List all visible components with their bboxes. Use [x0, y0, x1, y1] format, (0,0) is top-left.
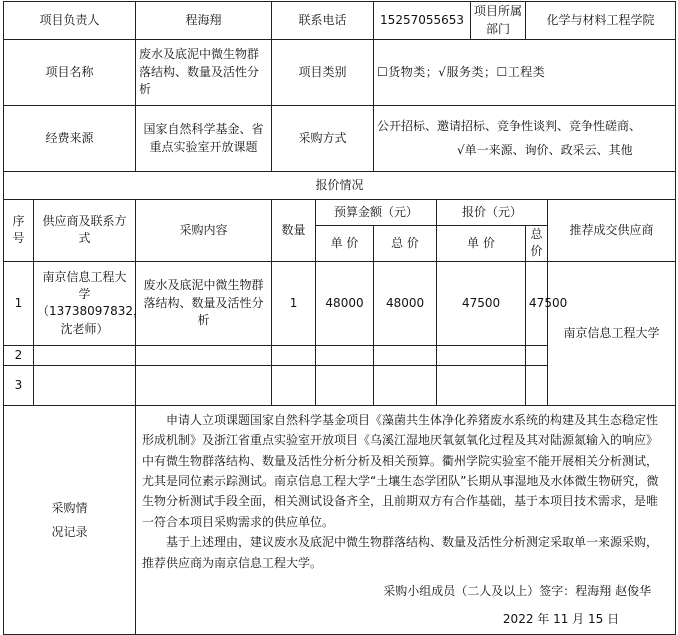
phone-label: 联系电话	[272, 2, 374, 40]
price-total-header: 总 价	[526, 226, 548, 262]
row-content: 废水及底泥中微生物群落结构、数量及活性分析	[136, 261, 272, 345]
procurement-method-options	[374, 106, 676, 172]
record-body	[136, 405, 676, 634]
project-row	[4, 40, 676, 106]
procurement-method-label: 采购方式	[272, 106, 374, 172]
header-row	[4, 2, 676, 40]
procurement-form	[3, 1, 675, 631]
price-unit-header: 单 价	[437, 226, 526, 262]
method-line-2: √单一来源、询价、政采云、其他	[457, 142, 633, 157]
leader-label: 项目负责人	[4, 2, 136, 40]
method-line-1: 公开招标、邀请招标、竞争性谈判、竞争性磋商、	[377, 119, 642, 134]
supplier-header: 供应商及联系方式	[34, 200, 136, 262]
table-row	[4, 261, 676, 345]
row-price-unit-empty	[437, 345, 526, 365]
row-budget-total-empty	[374, 365, 437, 405]
record-paragraph-2: 基于上述理由，建议废水及底泥中微生物群落结构、数量及活性分析测定采取单一来源采购，推荐供应商为南京信息工程大学。	[142, 535, 659, 570]
dept-value: 化学与材料工程学院	[526, 2, 676, 40]
row-content-empty	[136, 365, 272, 405]
record-label: 采购情况记录	[51, 500, 88, 539]
record-row	[4, 405, 676, 634]
type-goods-option: ☐货物类；	[377, 64, 439, 79]
funding-source-value: 国家自然科学基金、省重点实验室开放课题	[136, 106, 272, 172]
type-engineering-option: ☐工程类	[496, 64, 546, 79]
quote-header-row	[4, 200, 676, 226]
seq-header: 序号	[4, 200, 34, 262]
project-name-value: 废水及底泥中微生物群落结构、数量及活性分析	[136, 40, 272, 106]
row-price-unit: 47500	[437, 261, 526, 345]
budget-total-header: 总 价	[374, 226, 437, 262]
row-supplier: 南京信息工程大学（13738097832，沈老师）	[34, 261, 136, 345]
row-seq: 2	[4, 345, 34, 365]
row-seq: 1	[4, 261, 34, 345]
budget-header: 预算金额（元）	[316, 200, 437, 226]
leader-value: 程海翔	[136, 2, 272, 40]
row-price-total: 47500	[526, 261, 548, 345]
row-qty-empty	[272, 365, 316, 405]
funding-source-label: 经费来源	[4, 106, 136, 172]
record-signature: 采购小组成员（二人及以上）签字：程海翔 赵俊华	[383, 583, 652, 598]
row-seq: 3	[4, 365, 34, 405]
funding-row	[4, 106, 676, 172]
row-price-unit-empty	[437, 365, 526, 405]
row-price-total-empty	[526, 345, 548, 365]
content-header: 采购内容	[136, 200, 272, 262]
quote-section-title: 报价情况	[4, 172, 676, 200]
row-budget-unit-empty	[316, 345, 374, 365]
price-header: 报价（元）	[437, 200, 548, 226]
row-budget-total: 48000	[374, 261, 437, 345]
qty-header: 数量	[272, 200, 316, 262]
row-qty: 1	[272, 261, 316, 345]
row-supplier-empty	[34, 345, 136, 365]
row-supplier-empty	[34, 365, 136, 405]
project-name-label: 项目名称	[4, 40, 136, 106]
row-qty-empty	[272, 345, 316, 365]
project-type-options	[374, 40, 676, 106]
form-table	[3, 1, 676, 635]
phone-value: 15257055653	[374, 2, 471, 40]
record-label-cell	[4, 405, 136, 634]
quote-section-row	[4, 172, 676, 200]
project-type-label: 项目类别	[272, 40, 374, 106]
record-paragraph-1: 申请人立项课题国家自然科学基金项目《藻菌共生体净化养猪废水系统的构建及其生态稳定性形成机制》及浙江省重点实验室开放项目《乌溪江湿地厌氧氨氧化过程及其对陆源氮输入的响应》中有微生物群落结构、数量及活性分析分析及相关预算。衢州学院实验室不能开展相关分析测试，尤其是同位素示踪测试。南京信息工程大学“土壤生态学团队”长期从事湿地及水体微生物研究，微生物分析测试手段全面，相关测试设备齐全，且前期双方有合作基础，基于本项目技术需求，是唯一符合本项目采购需求的供应单位。	[142, 412, 659, 529]
row-budget-total-empty	[374, 345, 437, 365]
recommend-header: 推荐成交供应商	[548, 200, 676, 262]
dept-label: 项目所属部门	[471, 2, 526, 40]
row-budget-unit: 48000	[316, 261, 374, 345]
record-date: 2022 年 11 月 15 日	[502, 612, 620, 627]
budget-unit-header: 单 价	[316, 226, 374, 262]
type-service-option: √服务类；	[438, 64, 497, 79]
row-content-empty	[136, 345, 272, 365]
row-price-total-empty	[526, 365, 548, 405]
row-budget-unit-empty	[316, 365, 374, 405]
recommended-supplier: 南京信息工程大学	[548, 261, 676, 405]
